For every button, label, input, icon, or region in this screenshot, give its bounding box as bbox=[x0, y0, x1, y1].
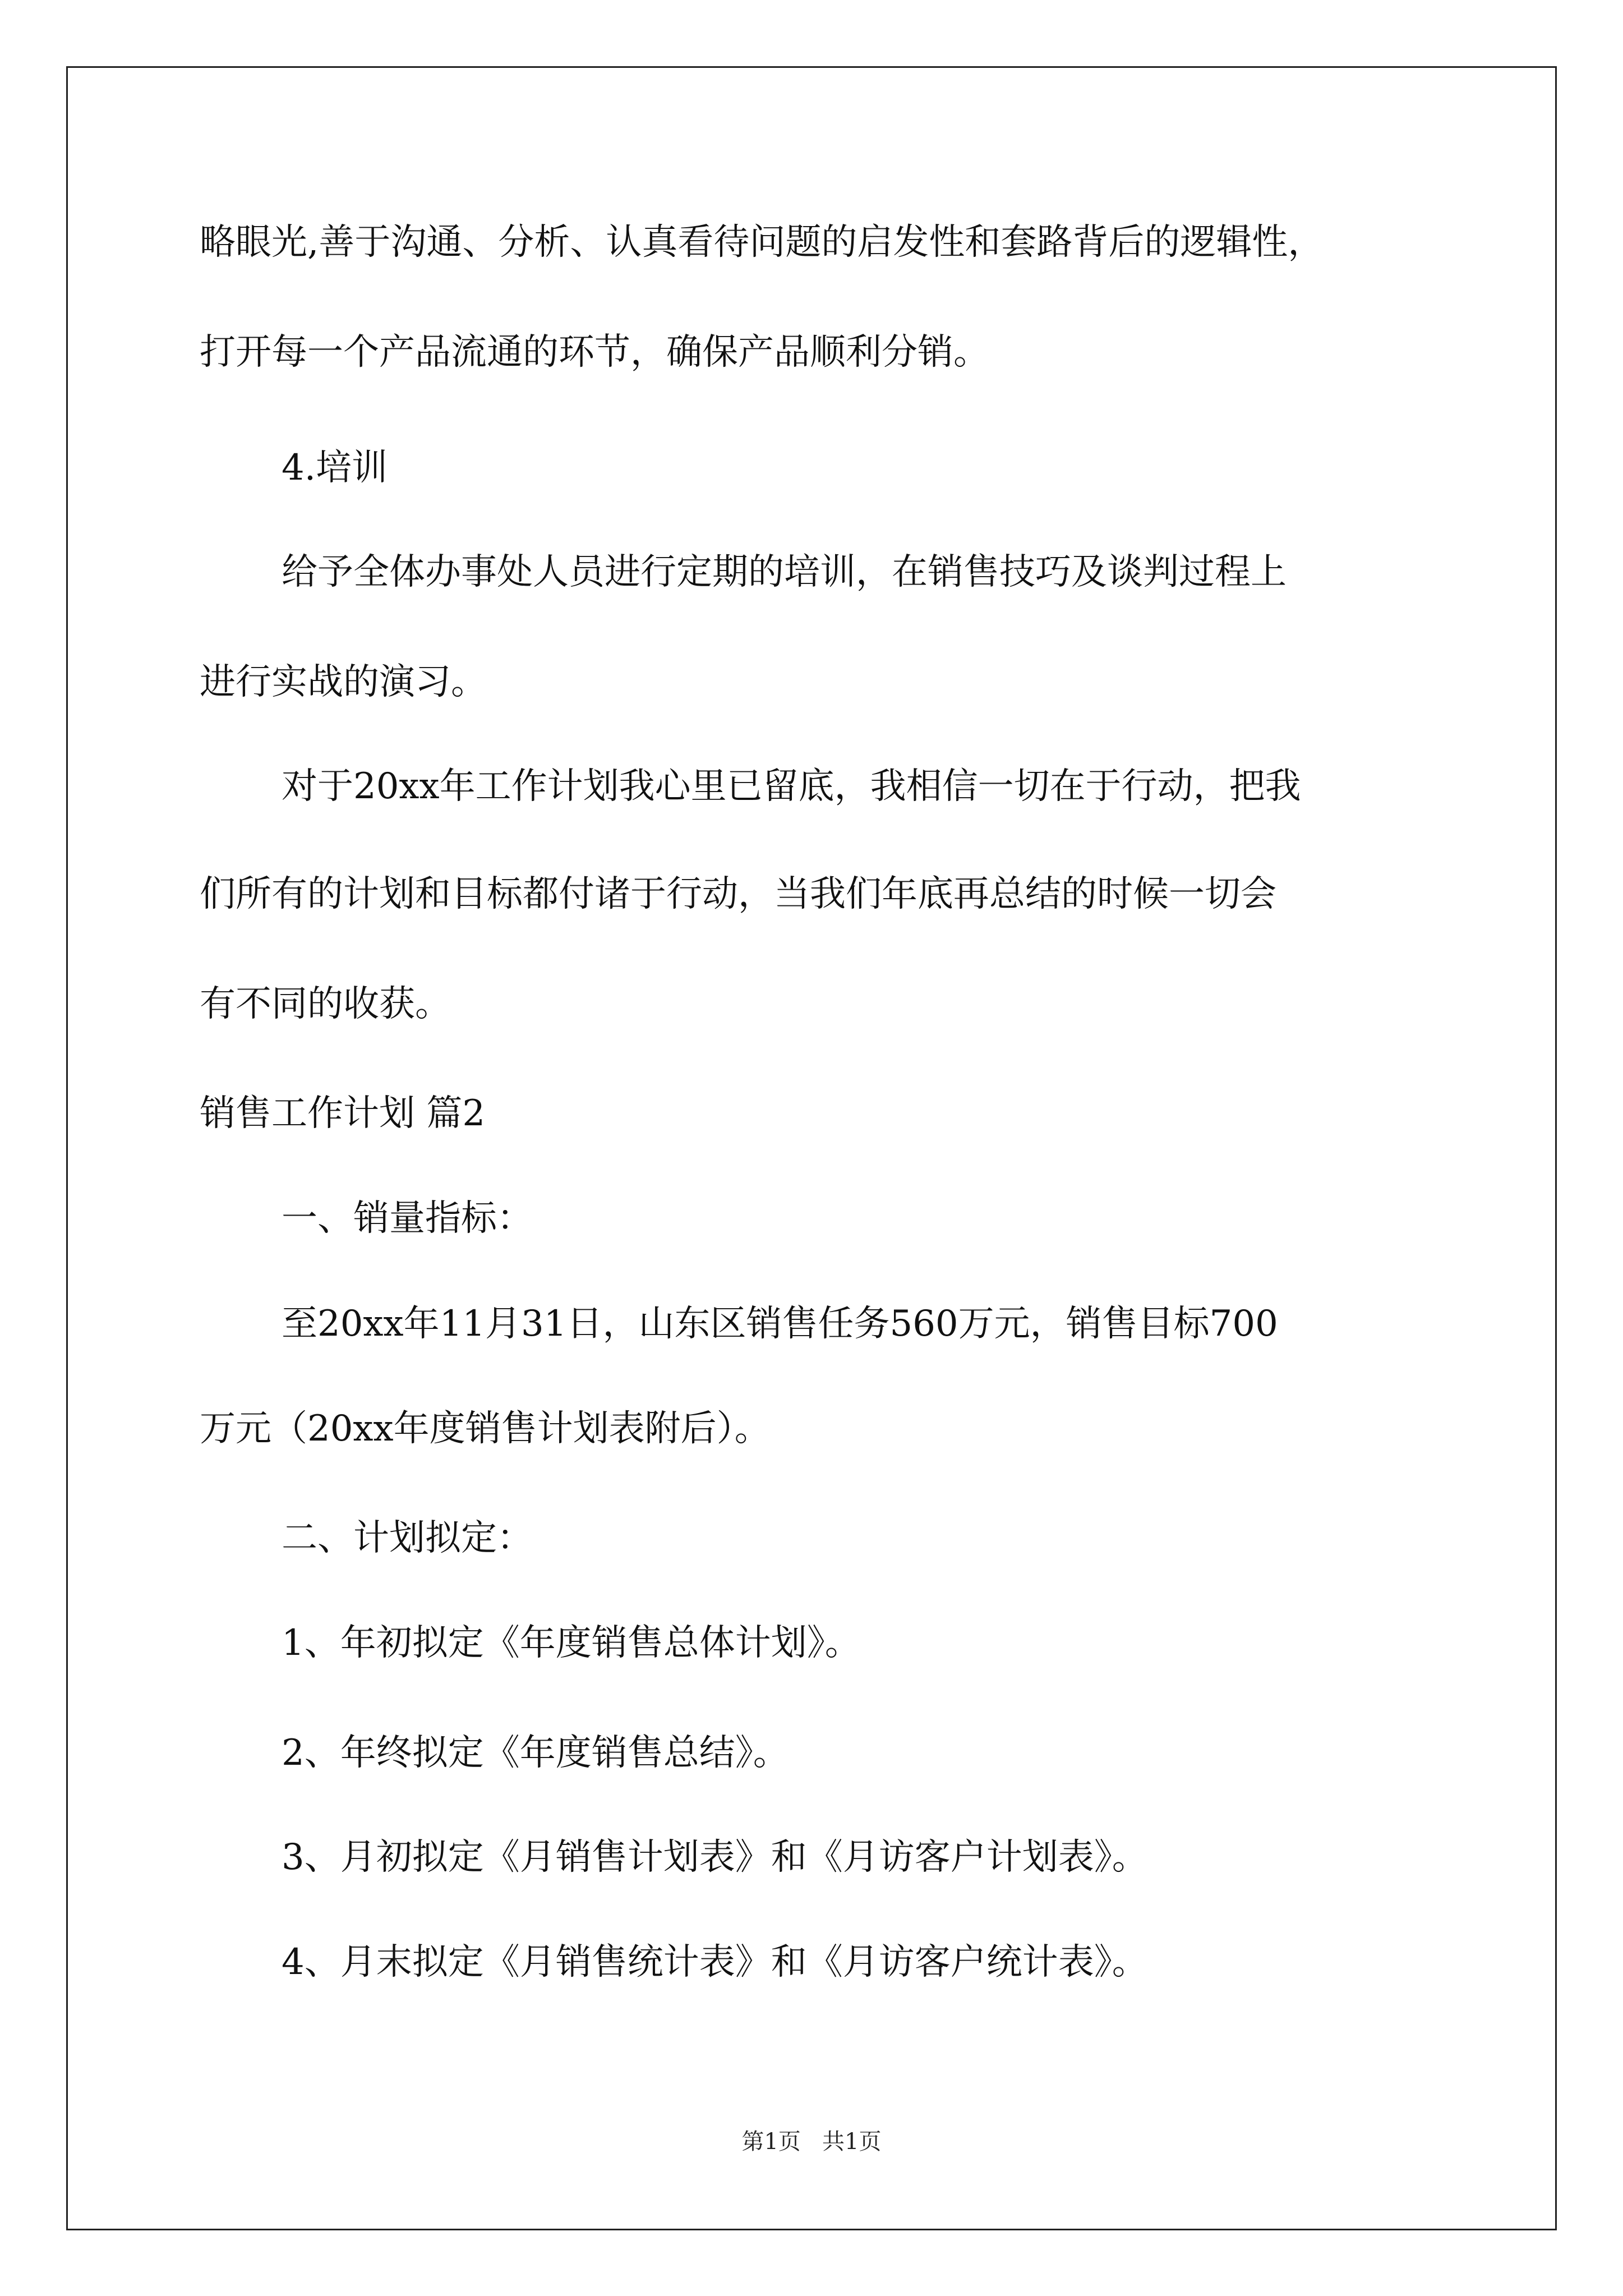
page-footer: 第1页 共1页 bbox=[741, 2129, 882, 2155]
paragraph-line: 给予全体办事处人员进行定期的培训，在销售技巧及谈判过程上 bbox=[282, 551, 1287, 593]
paragraph-line: 一、销量指标： bbox=[282, 1198, 533, 1239]
paragraph-line: 们所有的计划和目标都付诸于行动，当我们年底再总结的时候一切会 bbox=[200, 873, 1276, 915]
paragraph-line: 二、计划拟定： bbox=[282, 1517, 533, 1559]
paragraph-line: 略眼光,善于沟通、分析、认真看待问题的启发性和套路背后的逻辑性， bbox=[200, 222, 1324, 263]
paragraph-line: 对于20xx年工作计划我心里已留底，我相信一切在于行动，把我 bbox=[282, 766, 1301, 807]
paragraph-line: 至20xx年11月31日，山东区销售任务560万元，销售目标700 bbox=[282, 1303, 1278, 1345]
section-heading: 4.培训 bbox=[282, 447, 388, 489]
paragraph-line: 打开每一个产品流通的环节，确保产品顺利分销。 bbox=[200, 332, 989, 373]
paragraph-line: 4、月末拟定《月销售统计表》和《月访客户统计表》。 bbox=[282, 1941, 1148, 1983]
document-body bbox=[200, 0, 1428, 2076]
paragraph-line: 万元（20xx年度销售计划表附后）。 bbox=[200, 1408, 771, 1450]
paragraph-line: 有不同的收获。 bbox=[200, 983, 451, 1025]
paragraph-line: 3、月初拟定《月销售计划表》和《月访客户计划表》。 bbox=[282, 1837, 1148, 1878]
paragraph-line: 1、年初拟定《年度销售总体计划》。 bbox=[282, 1622, 861, 1664]
chapter-heading: 销售工作计划 篇2 bbox=[200, 1093, 486, 1134]
paragraph-line: 2、年终拟定《年度销售总结》。 bbox=[282, 1732, 789, 1774]
paragraph-line: 进行实战的演习。 bbox=[200, 661, 487, 703]
